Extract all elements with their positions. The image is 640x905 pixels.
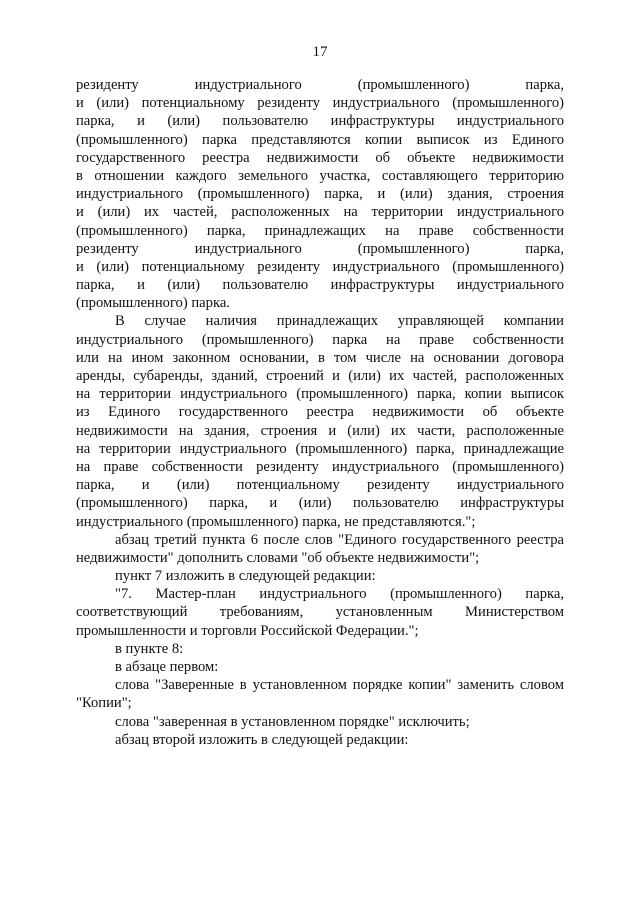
text-line: или на ином законном основании, в том числе на основании договора	[76, 349, 564, 366]
text-line: на праве собственности резиденту индустриального (промышленного)	[76, 458, 564, 475]
text-line: и (или) потенциальному резиденту индустриального (промышленного)	[76, 95, 564, 112]
text-line: резиденту индустриального (промышленного) парка,	[76, 240, 564, 257]
text-line: (промышленного) парка.	[76, 295, 230, 312]
text-line: промышленности и торговли Российской Федерации.";	[76, 622, 419, 639]
page-number: 17	[312, 44, 328, 60]
text-line: (промышленного) парка представляются копии выписок из Единого	[76, 131, 564, 148]
text-line: резиденту индустриального (промышленного) парка,	[76, 77, 564, 93]
text-line: соответствующий требованиям, установленным Министерством	[76, 604, 564, 621]
text-line: и (или) потенциальному резиденту индустриального (промышленного)	[76, 258, 564, 275]
text-line: индустриального (промышленного) парка, и (или) здания, строения	[76, 186, 564, 203]
text-line: (промышленного) парка, и (или) пользователю инфраструктуры	[76, 495, 564, 512]
text-line: государственного реестра недвижимости об объекте недвижимости	[76, 149, 564, 166]
text-line: индустриального (промышленного) парка на праве собственности	[76, 331, 564, 348]
text-line: парка, и (или) пользователю инфраструктуры индустриального	[76, 277, 564, 294]
text-line: на территории индустриального (промышленного) парка, принадлежащие	[76, 440, 564, 457]
text-line: абзац третий пункта 6 после слов "Единого государственного реестра	[115, 531, 564, 548]
text-line: в абзаце первом:	[115, 659, 219, 675]
text-line: недвижимости" дополнить словами "об объекте недвижимости";	[76, 549, 480, 566]
text-line: абзац второй изложить в следующей редакции:	[115, 731, 409, 748]
text-line: на территории индустриального (промышленного) парка, копии выписок	[76, 386, 564, 403]
text-line: в пункте 8:	[115, 640, 184, 657]
text-line: слова "заверенная в установленном порядке" исключить;	[115, 713, 470, 730]
text-line: "7. Мастер-план индустриального (промышленного) парка,	[115, 586, 564, 603]
text-line: парка, и (или) пользователю инфраструктуры индустриального	[76, 113, 564, 130]
text-line: В случае наличия принадлежащих управляющей компании	[115, 313, 564, 330]
text-line: "Копии";	[76, 695, 132, 712]
text-line: недвижимости на здания, строения и (или) их части, расположенные	[76, 422, 564, 439]
text-line: в отношении каждого земельного участка, составляющего территорию	[76, 167, 564, 184]
document-body	[76, 76, 564, 749]
text-line: аренды, субаренды, зданий, строений и (или) их частей, расположенных	[76, 368, 564, 384]
text-line: из Единого государственного реестра недвижимости об объекте	[76, 404, 564, 421]
text-line: парка, и (или) потенциальному резиденту индустриального	[76, 477, 564, 494]
text-line: слова "Заверенные в установленном порядке копии" заменить словом	[115, 677, 564, 694]
text-line: (промышленного) парка, принадлежащих на праве собственности	[76, 222, 564, 239]
text-line: пункт 7 изложить в следующей редакции:	[115, 568, 376, 585]
text-line: индустриального (промышленного) парка, не представляются.";	[76, 513, 476, 530]
text-line: и (или) их частей, расположенных на территории индустриального	[76, 204, 564, 221]
